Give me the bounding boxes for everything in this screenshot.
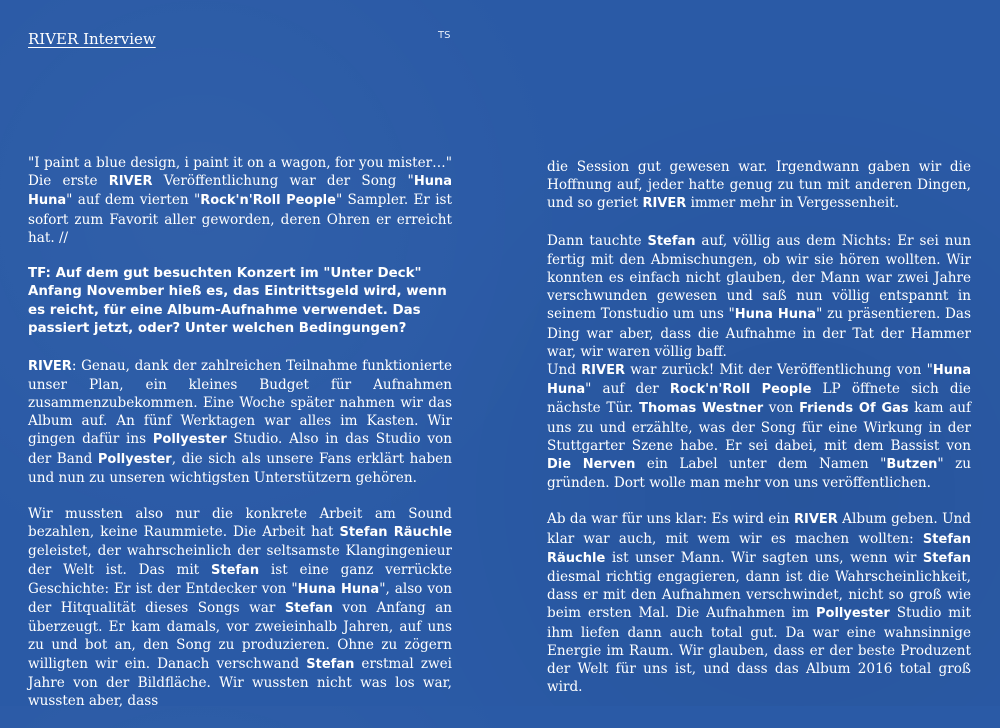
text-run: Album geben. Und klar war auch, mit wem wir es machen wollten: (547, 511, 971, 547)
text-run: ein Label unter dem Namen " (635, 456, 887, 473)
text-run: "I paint a blue design, i paint it on a wagon, for you mister…" Die erste (28, 155, 452, 190)
emphasis-name: Huna Huna (297, 581, 380, 597)
text-run: Dann tauchte (547, 232, 648, 249)
paragraph (547, 361, 971, 492)
text-run: LP öffnete sich die nächste Tür. (547, 381, 971, 417)
emphasis-name: Die Nerven (547, 457, 636, 473)
text-run: Studio mit ihm liefen dann auch total gut. Da war eine wahnsinnige Energie im Raum. Wir glauben, dass er der beste Produzent der Welt für uns ist, und dass das Album 2016 total groß wird. (547, 605, 972, 696)
emphasis-name: Stefan (306, 656, 355, 672)
paragraph (547, 158, 971, 214)
emphasis-name: RIVER (581, 363, 625, 379)
paragraph (28, 357, 452, 487)
right-text-column (547, 158, 971, 714)
paragraph (547, 232, 971, 361)
text-run: kam auf uns zu und erzählte, was der Song für eine Wirkung in der Stuttgarter Szene habe. Er sei dabei, mit dem Bassist von (547, 400, 972, 454)
emphasis-name: Stefan Räuchle (547, 531, 971, 566)
text-run: ist unser Mann. Wir sagten uns, wenn wir (605, 549, 923, 566)
paragraph (28, 505, 452, 710)
text-run: die Session gut gewesen war. Irgendwann gaben wir die Hoffnung auf, jeder hatte genug zu tun mit anderen Dingen, und so geriet (547, 159, 971, 212)
text-run: Ab da war für uns klar: Es wird ein (547, 511, 794, 528)
text-run: " auf dem vierten " (66, 192, 201, 209)
text-run: diesmal richtig engagieren, dann ist die Wahrscheinlichkeit, dass er mit den Aufnahmen verschwindet, nicht so groß wie beim ersten Mal. Die Aufnahmen im (547, 569, 971, 622)
emphasis-name: Huna Huna (28, 174, 452, 209)
text-run: Studio. Also in das Studio von der Band (28, 431, 452, 467)
emphasis-name: Stefan Räuchle (339, 525, 452, 541)
emphasis-name: Stefan (647, 233, 696, 249)
article-title: RIVER Interview (28, 30, 156, 48)
emphasis-name: Huna Huna (734, 307, 817, 323)
text-run: " zu präsentieren. Das Ding war aber, dass die Aufnahme in der Tat der Hammer war, wir waren völlig baff. (547, 306, 972, 360)
text-run: , die sich als unsere Fans erklärt haben und nun zu unseren wichtigsten Unterstützern gehören. (28, 450, 452, 486)
emphasis-name: Rock'n'Roll People (669, 382, 812, 398)
text-run: : Genau, dank der zahlreichen Teilnahme funktionierte unser Plan, ein kleines Budget für Aufnahmen zusammenzubekommen. Eine Woche später nahmen wir das Album auf. An fünf Werktagen war alles im Kasten. Wir gingen dafür ins (28, 357, 452, 448)
emphasis-name: Stefan (922, 550, 971, 566)
emphasis-name: Stefan (284, 601, 333, 617)
emphasis-name: Stefan (211, 562, 260, 578)
emphasis-name: RIVER (793, 512, 838, 528)
text-run: " Sampler. Er ist sofort zum Favorit aller geworden, deren Ohren er erreicht hat. // (28, 192, 452, 246)
text-run: " zu gründen. Dort wolle man mehr von uns veröffentlichen. (547, 456, 971, 492)
text-run: Wir mussten also nur die konkrete Arbeit am Sound bezahlen, keine Raummiete. Die Arbeit hat (28, 506, 452, 541)
paragraph (28, 154, 452, 247)
emphasis-name: Thomas Westner (639, 401, 764, 417)
left-text-column (28, 154, 452, 728)
emphasis-name: RIVER (108, 174, 153, 190)
emphasis-name: Huna Huna (547, 363, 971, 398)
page-marker: TS (438, 30, 451, 41)
emphasis-name: Butzen (886, 457, 938, 473)
emphasis-name: Friends Of Gas (799, 401, 909, 417)
text-run: auf, völlig aus dem Nichts: Er sei nun fertig mit den Abmischungen, ob wir sie hören wollten. Wir konnten es einfach nicht glauben, der Mann war zwei Jahre verschwunden gewesen und saß nun völlig entspannt in seinem Tonstudio um uns " (547, 232, 972, 323)
text-run: war zurück! Mit der Veröffentlichung von " (624, 362, 933, 379)
paragraph (547, 510, 971, 696)
emphasis-name: Pollyester (816, 606, 890, 622)
text-run: ist eine ganz verrückte Geschichte: Er ist der Entdecker von " (28, 561, 453, 597)
interview-question: TF: Auf dem gut besuchten Konzert im "Unter Deck" Anfang November hieß es, das Eintrittsgeld wird, wenn es reicht, für eine Album-Aufnahme verwendet. Das passiert jetzt, oder? Unter welchen Bedingungen? (28, 266, 447, 337)
text-run: ", also von der Hitqualität dieses Songs war (28, 580, 452, 617)
text-run: erstmal zwei Jahre von der Bildfläche. Wir wussten nicht was los war, wussten aber, dass (28, 655, 453, 710)
text-run: " auf der (585, 381, 670, 398)
emphasis-name: RIVER (28, 358, 72, 374)
text-run: Veröffentlichung war der Song " (152, 173, 414, 190)
emphasis-name: Pollyester (97, 451, 172, 467)
paragraph (28, 265, 452, 339)
text-run: immer mehr in Vergessenheit. (686, 195, 900, 212)
text-run: Und (547, 362, 582, 379)
text-run: von (763, 400, 800, 417)
emphasis-name: Rock'n'Roll People (200, 193, 336, 209)
emphasis-name: Pollyester (152, 432, 227, 448)
text-run: geleistet, der wahrscheinlich der seltsamste Klangingenieur der Welt ist. Das mit (28, 543, 452, 578)
emphasis-name: RIVER (642, 196, 687, 212)
text-run: von Anfang an überzeugt. Er kam damals, vor zweieinhalb Jahren, auf uns zu und bot an, den Song zu produzieren. Ohne zu zögern willigten wir ein. Danach verschwand (28, 600, 452, 672)
